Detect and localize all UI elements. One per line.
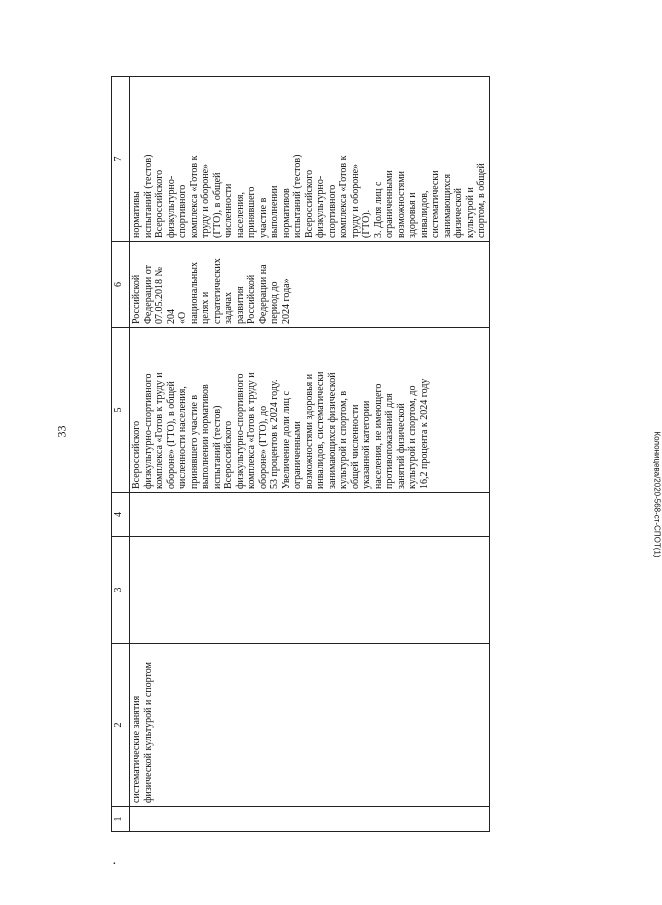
column-header-3: 3 — [112, 537, 130, 644]
text-line: комплекса «Готов к труду и — [246, 372, 257, 489]
text-line: инвалидов, систематически — [315, 371, 326, 489]
text-line: культурой и спортом, до — [407, 385, 418, 489]
table-row — [130, 77, 490, 832]
text-line: Федерации на — [257, 264, 269, 324]
text-line: испытаний (тестов) — [142, 154, 154, 238]
text-line: указанной категории — [361, 400, 372, 489]
text-line: 2024 года» — [280, 278, 292, 324]
text-line: стратегических — [211, 258, 223, 324]
text-line: Всероссийского — [131, 420, 142, 489]
text-line: национальных — [188, 262, 200, 324]
text-line: выполнении — [269, 185, 280, 238]
text-line: испытаний (тестов) — [292, 154, 303, 238]
text-line: принявшего участие в — [188, 394, 200, 489]
text-line: инвалидов, — [418, 190, 430, 238]
text-line: «О — [177, 311, 188, 324]
table-header-row — [112, 77, 130, 832]
text-line: населения, — [234, 191, 246, 238]
text-line: здоровья и — [407, 192, 418, 238]
text-line: 07.05.2018 № — [154, 266, 165, 324]
column-header-4: 4 — [112, 493, 130, 537]
text-line: занятий физической — [395, 403, 407, 489]
text-line: Увеличение доли лиц с — [280, 391, 292, 489]
text-line: 3. Доля лиц с — [372, 181, 384, 238]
text-line: 16,2 процента к 2024 году — [418, 378, 430, 489]
text-line: (ГТО), в общей — [211, 172, 223, 238]
text-line: физкультурно- — [315, 175, 326, 238]
text-line: 53 процентов к 2024 году. — [269, 379, 280, 489]
text-line: обороне» (ГТО), до — [257, 405, 269, 489]
text-line: физкультурно- — [165, 175, 177, 238]
data-table-rotated — [111, 77, 487, 832]
text-line: спортивного — [177, 184, 188, 238]
text-line: Всероссийского — [154, 169, 165, 238]
text-line: возможностями здоровья и — [303, 373, 315, 489]
text-line: численности населения, — [177, 386, 188, 489]
text-line: целях и — [200, 291, 211, 324]
data-table — [111, 76, 490, 832]
text-line: задачах — [223, 292, 234, 324]
column-header-1: 1 — [112, 807, 130, 832]
text-line: участие в — [257, 197, 269, 238]
text-line: комплекса «Готов к — [188, 155, 200, 238]
column-header-6: 6 — [112, 242, 130, 328]
cell-col7 — [130, 77, 490, 242]
text-line: систематически — [430, 170, 441, 238]
text-line: комплекса «Готов к — [338, 155, 349, 238]
text-line: принявшего — [246, 186, 257, 238]
text-line: (ГТО). — [361, 209, 372, 238]
text-line: физкультурно-спортивного — [234, 373, 246, 489]
text-line: возможностями — [395, 170, 407, 238]
text-line: комплекса «Готов к труду и — [154, 372, 165, 489]
cell-col2: систематические занятия физической культурой и спортом — [130, 644, 490, 807]
column-header-7: 7 — [112, 77, 130, 242]
text-line: общей численности — [349, 404, 361, 489]
scan-speck: · — [112, 857, 117, 872]
text-line: занимающихся физической — [326, 372, 338, 489]
column-header-5: 5 — [112, 328, 130, 493]
text-line: культурой и — [464, 187, 476, 238]
text-line: 204 — [165, 309, 177, 324]
text-line: Всероссийского — [303, 169, 315, 238]
text-line: противопоказаний для — [384, 393, 395, 489]
text-line: физкультурно-спортивного — [142, 373, 154, 489]
text-line: нормативов — [280, 188, 292, 238]
column-header-2: 2 — [112, 644, 130, 807]
text-line: развития — [234, 286, 246, 324]
text-line: нормативы — [131, 191, 142, 238]
cell-col1 — [130, 807, 490, 832]
text-line: спортом, в общей — [476, 163, 487, 238]
text-line: период до — [269, 281, 280, 324]
text-line: труду и обороне» — [349, 163, 361, 238]
text-line: населения, не имеющего — [372, 383, 384, 489]
text-line: труду и обороне» — [200, 163, 211, 238]
cell-col5 — [130, 328, 490, 493]
text-line: физической — [453, 188, 464, 238]
text-line: Федерации от — [142, 265, 154, 324]
text-line: обороне» (ГТО), в общей — [165, 381, 177, 489]
text-line: численности — [223, 183, 234, 238]
text-line: занимающихся — [441, 173, 453, 238]
cell-col3 — [130, 537, 490, 644]
cell-col4 — [130, 493, 490, 537]
text-line: испытаний (тестов) — [211, 405, 223, 489]
text-line: Всероссийского — [223, 420, 234, 489]
text-line: Российской — [131, 274, 142, 324]
text-line: ограниченными — [292, 421, 303, 489]
page-number: 33 — [54, 425, 69, 438]
text-line: культурой и спортом, в — [338, 390, 349, 489]
text-line: выполнении нормативов — [200, 384, 211, 489]
cell-col6 — [130, 242, 490, 328]
footer-document-code: Колоницева/2020-568-ст-СПОТ(1) — [652, 431, 662, 558]
text-line: Российской — [246, 274, 257, 324]
text-line: ограниченными — [384, 170, 395, 238]
text-line: спортивного — [326, 184, 338, 238]
